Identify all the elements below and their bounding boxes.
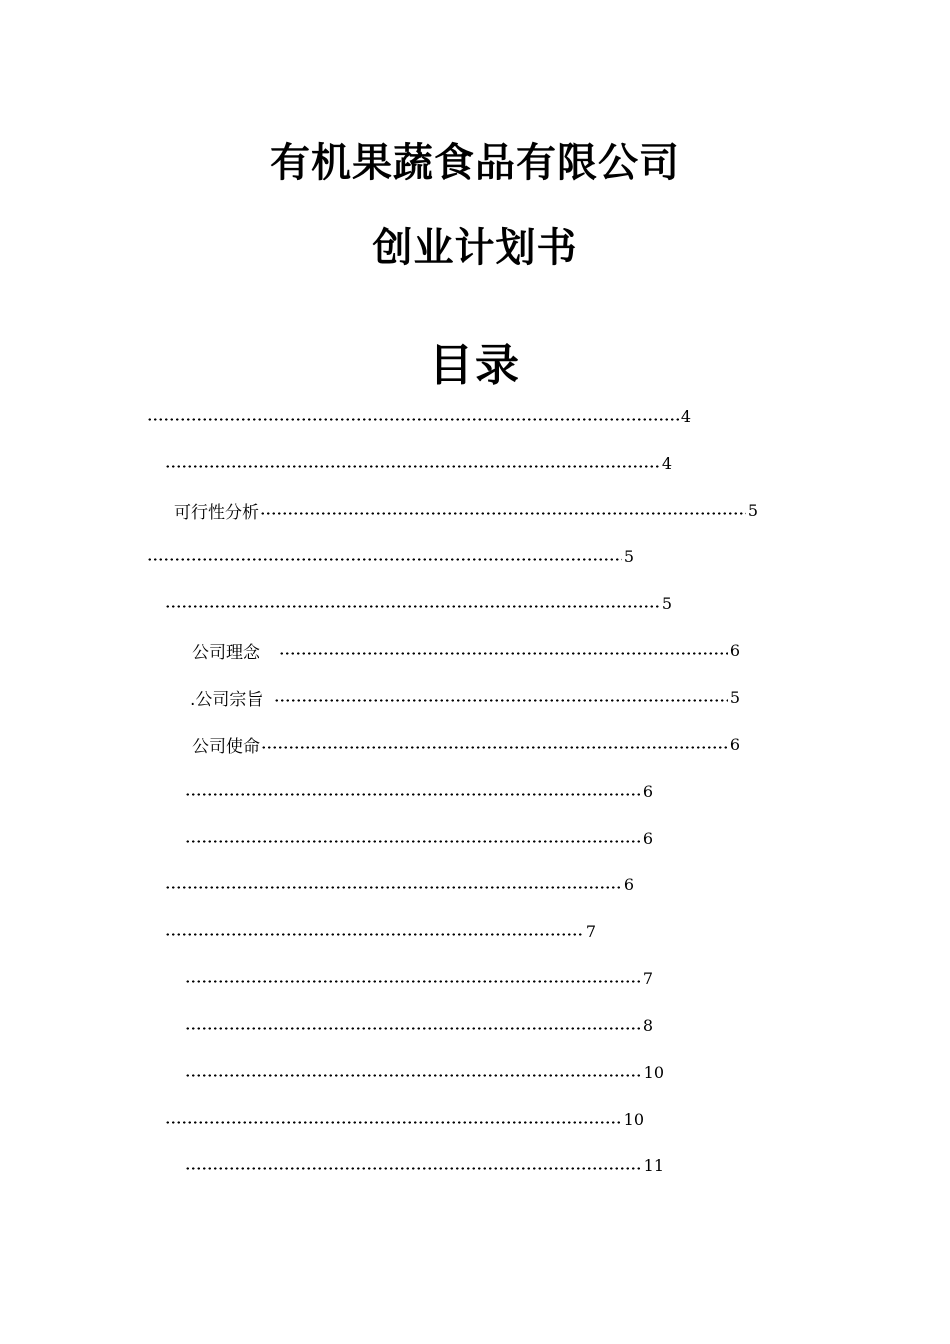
toc-dot-leader: [165, 886, 622, 889]
toc-entry[interactable]: [184, 825, 653, 851]
toc-entry[interactable]: [164, 450, 672, 476]
toc-entry[interactable]: [184, 1059, 664, 1085]
toc-dot-leader: [165, 933, 584, 936]
toc-page-number: 5: [661, 593, 672, 613]
toc-entry[interactable]: [184, 965, 653, 991]
toc-entry[interactable]: [192, 731, 740, 757]
toc-entry-label: 可行性分析: [174, 502, 259, 523]
toc-page-number: 10: [643, 1062, 664, 1082]
document-title: 有机果蔬食品有限公司: [270, 140, 680, 186]
toc-page-number: 5: [729, 687, 740, 707]
toc-page-number: 11: [643, 1155, 664, 1175]
toc-dot-leader: [185, 1167, 642, 1170]
toc-entry[interactable]: [146, 543, 634, 569]
toc-entry[interactable]: [184, 778, 653, 804]
toc-page-number: 6: [729, 734, 740, 754]
toc-entry-label: .公司宗旨: [190, 689, 264, 710]
toc-page-number: 8: [642, 1015, 653, 1035]
toc-page-number: 4: [680, 406, 691, 426]
toc-dot-leader: [185, 1027, 641, 1030]
toc-page-number: 4: [661, 453, 672, 473]
toc-dot-leader: [185, 980, 641, 983]
toc-dot-leader: [260, 512, 746, 515]
toc-page-number: 7: [585, 921, 596, 941]
toc-entry[interactable]: [184, 1012, 653, 1038]
toc-entry-label: 公司使命: [192, 736, 260, 757]
document-subtitle: 创业计划书: [372, 225, 578, 271]
toc-page-number: 6: [729, 640, 740, 660]
toc-dot-leader: [185, 840, 641, 843]
toc-page-number: 6: [623, 874, 634, 894]
toc-entry-label: 公司理念: [192, 642, 260, 663]
toc-dot-leader: [147, 418, 679, 421]
toc-dot-leader: [261, 746, 728, 749]
toc-dot-leader: [165, 465, 660, 468]
toc-dot-leader: [185, 1074, 642, 1077]
toc-dot-leader: [147, 558, 622, 561]
toc-page-number: 5: [623, 546, 634, 566]
toc-entry[interactable]: [164, 590, 672, 616]
toc-dot-leader: [165, 605, 660, 608]
toc-page-number: 7: [642, 968, 653, 988]
toc-entry[interactable]: [192, 637, 740, 663]
toc-dot-leader: [185, 793, 641, 796]
toc-dot-leader: [274, 699, 727, 702]
toc-page-number: 5: [747, 500, 758, 520]
toc-entry[interactable]: [190, 684, 740, 710]
toc-page-number: 6: [642, 781, 653, 801]
toc-entry[interactable]: [164, 918, 596, 944]
toc-entry[interactable]: [164, 1106, 644, 1132]
toc-page-number: 10: [623, 1109, 644, 1129]
toc-dot-leader: [279, 652, 728, 655]
toc-entry[interactable]: [164, 871, 634, 897]
toc-entry[interactable]: [146, 403, 691, 429]
toc-entry[interactable]: [184, 1152, 664, 1178]
toc-page-number: 6: [642, 828, 653, 848]
toc-dot-leader: [165, 1121, 622, 1124]
toc-entry[interactable]: [174, 497, 758, 523]
toc-heading: 目录: [429, 340, 521, 391]
